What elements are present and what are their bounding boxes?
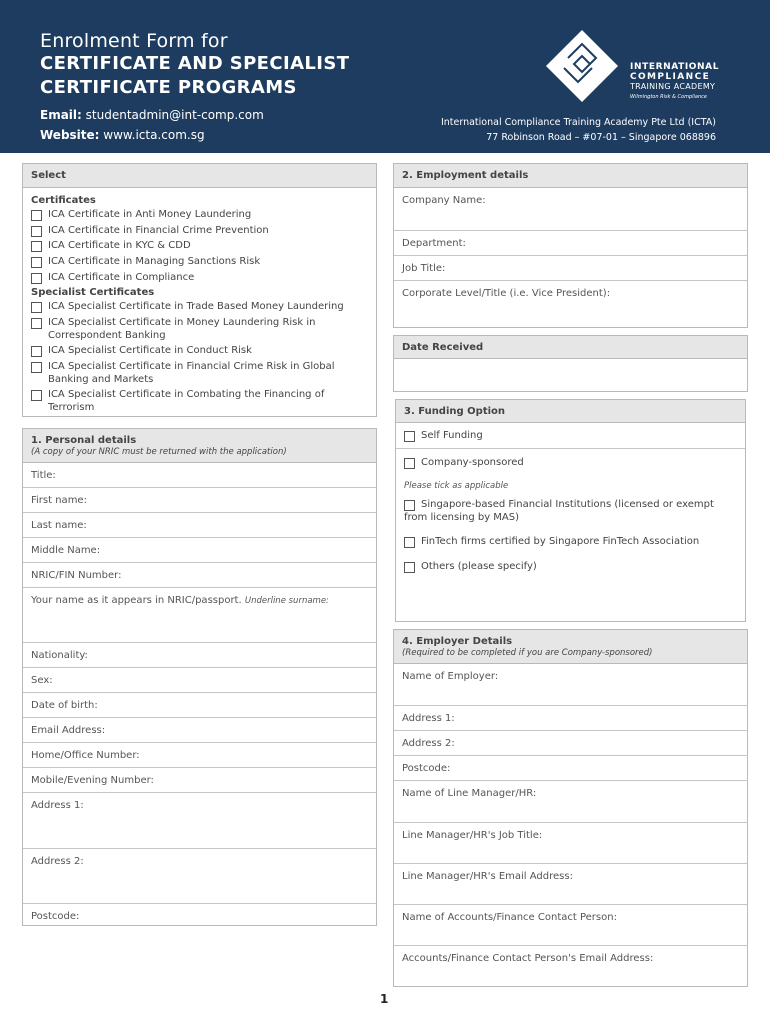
email-contact [40,108,264,122]
select-heading: Select [23,164,376,188]
email-link[interactable]: studentadmin@int-comp.com [85,108,264,122]
checkbox[interactable] [31,226,42,237]
page-number: 1 [380,992,389,1006]
funding-heading: 3. Funding Option [396,400,745,423]
sex-field[interactable] [23,668,376,693]
specialist-option[interactable] [31,345,368,358]
icta-logo-text [630,62,719,102]
checkbox[interactable] [31,210,42,221]
employer-details-section [393,629,748,987]
option-label: ICA Specialist Certificate in Trade Based Money Laundering [48,301,344,313]
department-field[interactable] [394,231,747,256]
field-label: Home/Office Number: [31,750,140,761]
certificate-option[interactable] [31,225,368,238]
field-label: Accounts/Finance Contact Person's Email Address: [402,953,654,964]
option-label: ICA Specialist Certificate in Combating the Financing of Terrorism [48,389,325,413]
middle-name-field[interactable] [23,538,376,563]
field-label: Company Name: [402,195,486,206]
date-received-section [393,335,748,392]
tick-note: Please tick as applicable [404,481,509,491]
self-funding-option[interactable] [404,430,737,443]
logo-line4: Wilmington Risk & Compliance [630,94,707,100]
sg-financial-institutions-option[interactable] [404,499,737,524]
certificate-options [23,188,376,414]
checkbox[interactable] [31,362,42,373]
last-name-field[interactable] [23,513,376,538]
date-of-birth-field[interactable] [23,693,376,718]
website-link[interactable]: www.icta.com.sg [103,128,205,142]
company-sponsored-option[interactable] [404,457,737,470]
job-title-field[interactable] [394,256,747,281]
first-name-field[interactable] [23,488,376,513]
checkbox[interactable] [31,257,42,268]
employer-subheading: (Required to be completed if you are Company-sponsored) [402,648,653,658]
option-label: ICA Specialist Certificate in Financial Crime Risk in Global Banking and Markets [48,361,335,385]
employer-address2-field[interactable] [394,731,747,756]
field-label: Middle Name: [31,545,101,556]
form-title-line3: CERTIFICATE PROGRAMS [40,77,297,98]
line-manager-email-field[interactable] [394,864,747,905]
checkbox[interactable] [31,241,42,252]
specialist-option[interactable] [31,389,368,414]
certificate-option[interactable] [31,272,368,285]
checkbox[interactable] [404,500,415,511]
field-label: Nationality: [31,650,88,661]
option-label: ICA Specialist Certificate in Money Laundering Risk in Correspondent Banking [48,317,316,341]
certificate-option[interactable] [31,240,368,253]
home-office-number-field[interactable] [23,743,376,768]
address2-field[interactable] [23,849,376,904]
employer-address1-field[interactable] [394,706,747,731]
org-name: International Compliance Training Academy Pte Ltd (ICTA) [440,117,716,128]
option-label: ICA Certificate in Anti Money Laundering [48,209,252,220]
field-label: Postcode: [31,911,80,922]
header-banner [0,0,770,153]
company-name-field[interactable] [394,188,747,231]
certificates-heading: Certificates [31,195,96,206]
field-label: Address 1: [31,800,84,811]
email-label: Email: [40,108,82,122]
employer-name-field[interactable] [394,664,747,706]
field-label: Job Title: [402,263,446,274]
logo-line1: INTERNATIONAL [630,62,720,72]
employer-postcode-field[interactable] [394,756,747,781]
field-label: Department: [402,238,466,249]
field-label: Sex: [31,675,53,686]
checkbox[interactable] [31,346,42,357]
specialist-heading: Specialist Certificates [31,287,155,299]
divider [396,448,745,449]
field-label: Address 2: [402,738,455,749]
personal-subheading: (A copy of your NRIC must be returned with the application) [31,447,287,457]
accounts-contact-name-field[interactable] [394,905,747,946]
field-label: Postcode: [402,763,451,774]
field-label: Line Manager/HR's Job Title: [402,830,543,841]
field-label: Title: [31,470,56,481]
form-title-line2: CERTIFICATE AND SPECIALIST [40,53,350,74]
option-label: Company-sponsored [421,457,524,468]
field-label: Address 1: [402,713,455,724]
personal-title: 1. Personal details [31,435,137,446]
employment-heading: 2. Employment details [394,164,747,188]
field-label: Name of Accounts/Finance Contact Person: [402,912,617,923]
checkbox[interactable] [404,537,415,548]
specialist-option[interactable] [31,361,368,386]
option-label: ICA Certificate in Compliance [48,271,195,283]
website-label: Website: [40,128,100,142]
certificate-option[interactable] [31,209,368,222]
specialist-option[interactable] [31,301,368,314]
option-label: Others (please specify) [421,561,537,572]
select-section [22,163,377,417]
passport-name-field[interactable] [23,588,376,643]
title-field[interactable] [23,463,376,488]
employment-details-section [393,163,748,328]
option-label: ICA Certificate in KYC & CDD [48,240,191,252]
line-manager-name-field[interactable] [394,781,747,823]
option-label: FinTech firms certified by Singapore FinTech Association [421,536,700,547]
org-address-block [356,115,716,145]
accounts-contact-email-field[interactable] [394,946,747,986]
field-label: Address 2: [31,856,84,867]
employer-title: 4. Employer Details [402,636,513,647]
form-title-line1: Enrolment Form for [40,30,228,52]
org-address: 77 Robinson Road – #07-01 – Singapore 068896 [486,132,716,143]
certificate-option[interactable] [31,256,368,269]
personal-details-section [22,428,377,926]
option-label: ICA Certificate in Financial Crime Prevention [48,224,269,236]
email-address-field[interactable] [23,718,376,743]
postcode-field[interactable] [23,904,376,929]
mobile-number-field[interactable] [23,768,376,793]
field-label: Date of birth: [31,700,98,711]
option-label: Self Funding [421,430,483,441]
field-label: First name: [31,495,87,506]
checkbox[interactable] [31,390,42,401]
personal-heading [23,429,376,463]
nationality-field[interactable] [23,643,376,668]
field-label: Your name as it appears in NRIC/passport. [31,595,242,606]
field-label: Line Manager/HR's Email Address: [402,871,573,882]
field-label: Email Address: [31,725,106,736]
checkbox[interactable] [31,318,42,329]
others-option[interactable] [404,561,737,574]
fintech-option[interactable] [404,536,737,549]
checkbox[interactable] [404,431,415,442]
underline-surname-note: Underline surname: [244,596,329,606]
field-label: Name of Employer: [402,671,499,682]
option-label: ICA Specialist Certificate in Conduct Risk [48,345,252,357]
specialist-option[interactable] [31,317,368,342]
date-received-heading: Date Received [394,336,747,359]
corporate-level-field[interactable] [394,281,747,327]
checkbox[interactable] [404,458,415,469]
field-label: Name of Line Manager/HR: [402,788,537,799]
checkbox[interactable] [404,562,415,573]
option-label: Singapore-based Financial Institutions (licensed or exempt from licensing by MAS) [404,499,714,523]
checkbox[interactable] [31,302,42,313]
employer-heading [394,630,747,664]
field-label: Last name: [31,520,87,531]
icta-logo-icon [544,28,620,104]
checkbox[interactable] [31,273,42,284]
address1-field[interactable] [23,793,376,849]
logo-line2: COMPLIANCE [630,72,711,82]
option-label: ICA Certificate in Managing Sanctions Risk [48,256,261,268]
logo-line3: TRAINING ACADEMY [630,82,716,91]
line-manager-job-title-field[interactable] [394,823,747,864]
website-contact [40,128,205,142]
nric-field[interactable] [23,563,376,588]
field-label: NRIC/FIN Number: [31,570,122,581]
funding-option-section [395,399,746,622]
field-label: Mobile/Evening Number: [31,775,154,786]
field-label: Corporate Level/Title (i.e. Vice President): [402,288,611,299]
